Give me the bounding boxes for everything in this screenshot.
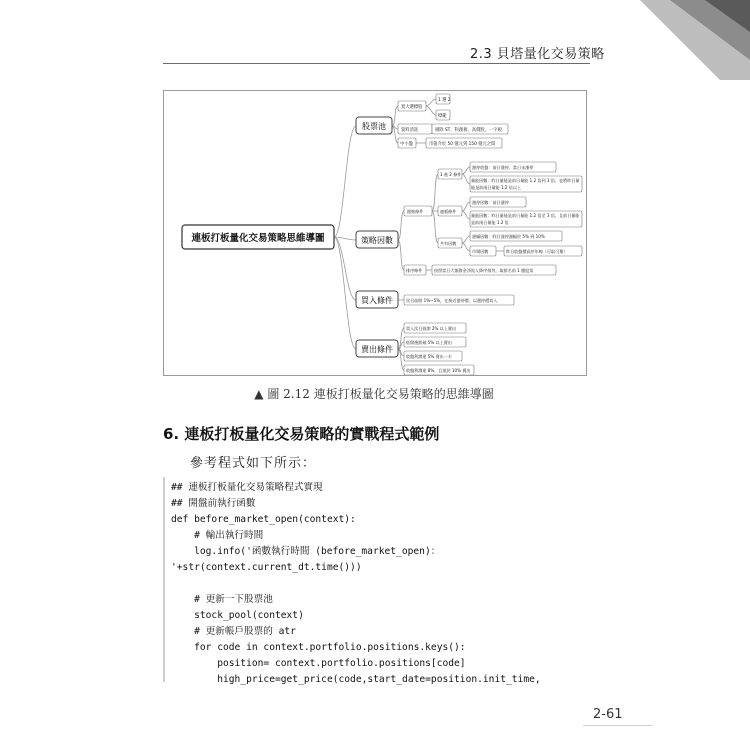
strategy-12-a: 漲停收盤：前日漲停，當日未漲停	[472, 165, 534, 170]
code-line: def before_market_open(context):	[171, 514, 356, 525]
pool-exclude-detail: 剔除 ST、科創板、高價股、一字板	[435, 128, 502, 133]
code-block	[171, 480, 541, 688]
strategy-cont-b: 量能因數：昨日量能是前日量能 1.2 倍至 3 倍，且前日量能是前兩日量能 1.2 倍	[471, 212, 580, 225]
code-line: log.info('函數執行時間 (before_market_open)：	[171, 546, 441, 557]
code-line: # 更新一下股票池	[171, 594, 273, 605]
pool-wide-a-label: 1 選 2	[438, 98, 451, 103]
code-line: # 輸出執行時間	[171, 530, 264, 541]
running-header: 2.3 貝塔量化交易策略	[470, 47, 605, 62]
strategy-common-a: 漲幅因數：昨日漲停漲幅於 5% 到 10%	[472, 234, 545, 239]
strategy-12-b: 量能因數：昨日量能是前日量能 1.2 倍到 3 倍，並將昨日量能是前兩日量能 1.2 倍以上	[471, 177, 580, 190]
strategy-12-b-wrap	[471, 177, 581, 193]
code-line: for code in context.portfolio.positions.keys():	[171, 642, 466, 653]
buy-rule: 次日高開 1%~5%，在接近漲停價，以漲停價買入	[406, 298, 498, 303]
strategy-sort-detail: 按照當日大額資金淨流入降序排列，取排名前 1 檔股票	[434, 268, 534, 273]
sell-s3: 收盤利潤達 5% 賣出一半	[406, 354, 452, 359]
pool-wide-b-label: 標範	[438, 114, 447, 119]
strategy-cont-b-wrap	[471, 212, 581, 228]
pool-cap-label: 中小盤	[400, 142, 413, 147]
figure-caption: ▲ 圖 2.12 連板打板量化交易策略的思維導圖	[254, 387, 494, 401]
mindmap-figure	[163, 90, 587, 376]
code-line: high_price=get_price(code,start_date=position.init_time,	[171, 674, 541, 685]
strategy-sort-label: 排序條件	[406, 268, 423, 273]
code-line: '+str(context.current_dt.time()))	[171, 562, 362, 573]
strategy-common-b: 市場因數	[472, 249, 489, 254]
section-heading: 6. 連板打板量化交易策略的實戰程式範例	[163, 425, 440, 443]
branch-stock-pool-label: 股票池	[362, 122, 386, 131]
branch-strategy-factors-label: 策略因數	[361, 236, 393, 245]
pool-exclude-label: 資料清洗	[401, 128, 419, 133]
strategy-cont-label: 連板條件	[440, 209, 457, 214]
mindmap-root-label: 連板打板量化交易策略思維導圖	[191, 233, 325, 244]
code-line: position= context.portfolio.positions[code]	[171, 658, 466, 669]
sell-s2: 低開後跌破 5% 以上賣出	[406, 340, 452, 345]
code-line: # 更新帳戶股票的 atr	[171, 626, 296, 637]
code-line: ## 連板打板量化交易策略程式實現	[171, 482, 323, 493]
code-block-bar	[163, 477, 165, 682]
pool-cap-detail: 市值介於 50 億元到 150 億元之間	[429, 142, 496, 147]
page-number: 2-61	[593, 707, 623, 722]
branch-sell-condition-label: 賣出條件	[361, 345, 393, 354]
mindmap-diagram	[164, 91, 586, 375]
branch-buy-condition-label: 買入條件	[361, 296, 393, 305]
strategy-cont-a: 漲停因數：前日漲停	[472, 200, 509, 205]
code-line: ## 開盤前執行函數	[171, 498, 256, 509]
strategy-follow-label: 跟進條件	[407, 209, 424, 214]
sell-s1: 買入次日低開 2% 以上賣出	[406, 326, 457, 331]
footer-rule	[583, 725, 653, 726]
strategy-common-label: 共有因數	[440, 241, 457, 246]
sell-s4: 收盤利潤達 8%，且低於 10% 賣出	[406, 368, 471, 373]
header-rule	[163, 63, 590, 64]
code-line: stock_pool(context)	[171, 610, 304, 621]
header-corner-decoration	[520, 0, 750, 80]
pool-wide-label: 寬大選標股	[401, 105, 423, 110]
intro-text: 參考程式如下所示：	[190, 456, 317, 471]
strategy-12-label: 1 進 2 條件	[440, 172, 462, 177]
strategy-common-b-detail: 昨日收盤價高於年線（可取可棄）	[506, 249, 568, 254]
code-line	[171, 576, 541, 592]
